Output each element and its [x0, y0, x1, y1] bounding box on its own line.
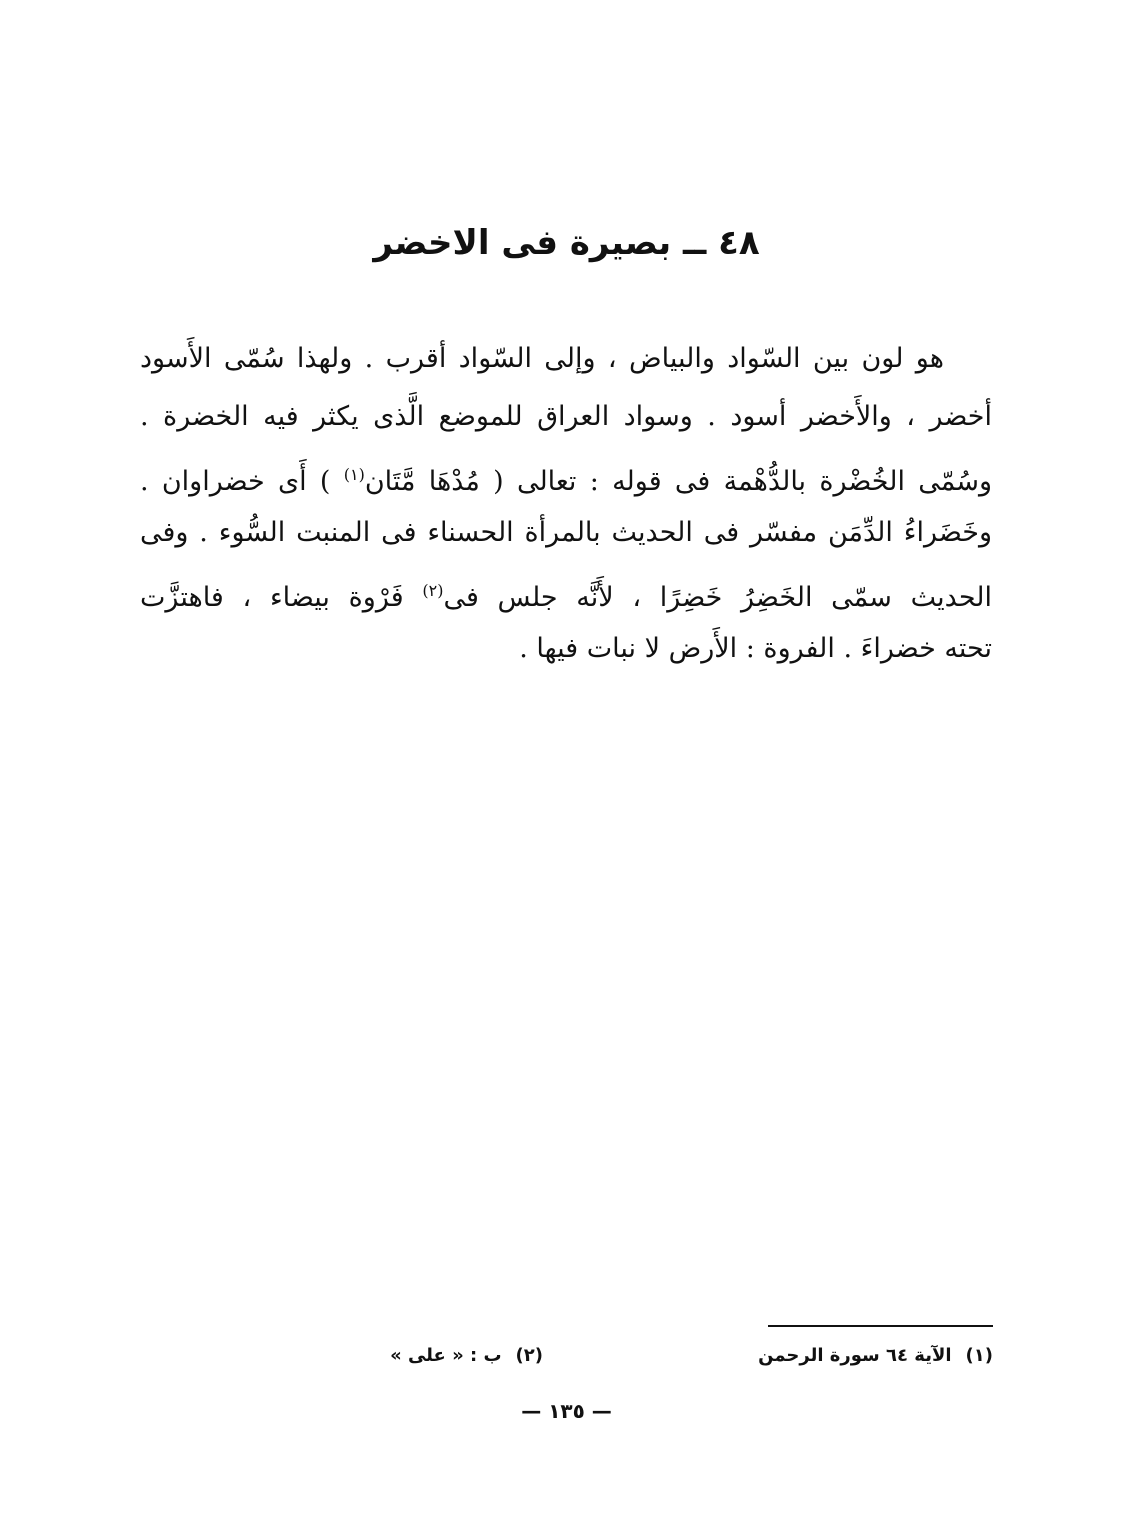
page-title: ٤٨ ــ بصيرة فى الاخضر [373, 223, 760, 263]
footnote-2-number: (٢) [515, 1345, 543, 1366]
footnote-ref-2: (٢) [422, 581, 444, 600]
footnote-2 [390, 1342, 543, 1370]
footnote-divider [768, 1325, 993, 1327]
body-line-4: وخَضَراءُ الدِّمَن مفسّر فى الحديث بالمرأة الحسناء فى المنبت السُّوء . وفى [140, 517, 992, 548]
body-line-3-end: ) أَى خضراوان . [140, 466, 331, 497]
body-line-1: هو لون بين السّواد والبياض ، وإلى السّواد أقرب . ولهذا سُمّى الأَسود [140, 343, 944, 374]
footnote-ref-1: (١) [343, 465, 365, 484]
page-number: — ١٣٥ — [521, 1399, 612, 1423]
body-line-3 [140, 446, 992, 504]
body-line-5 [140, 562, 992, 620]
body-line-2: أخضر ، والأَخضر أسود . وسواد العراق للموضع الَّذى يكثر فيه الخضرة . [140, 401, 992, 432]
footnote-1 [758, 1342, 993, 1370]
footnote-2-text: ب : « على » [390, 1345, 502, 1366]
body-line-5-end: فَرْوة بيضاء ، فاهتزَّت [140, 582, 404, 613]
body-line-5-text: الحديث سمّى الخَضِرُ خَضِرًا ، لأَنَّه جلس فى [443, 582, 992, 613]
body-paragraph [140, 330, 992, 678]
footnote-1-text: الآية ٦٤ سورة الرحمن [758, 1345, 952, 1366]
body-line-6: تحته خضراءَ . الفروة : الأَرض لا نبات فيها . [519, 633, 992, 664]
footnote-1-number: (١) [965, 1345, 993, 1366]
body-line-3-text: وسُمّى الخُضْرة بالدُّهْمة فى قوله : تعالى ( مُدْهَا مَّتَان [364, 466, 992, 497]
